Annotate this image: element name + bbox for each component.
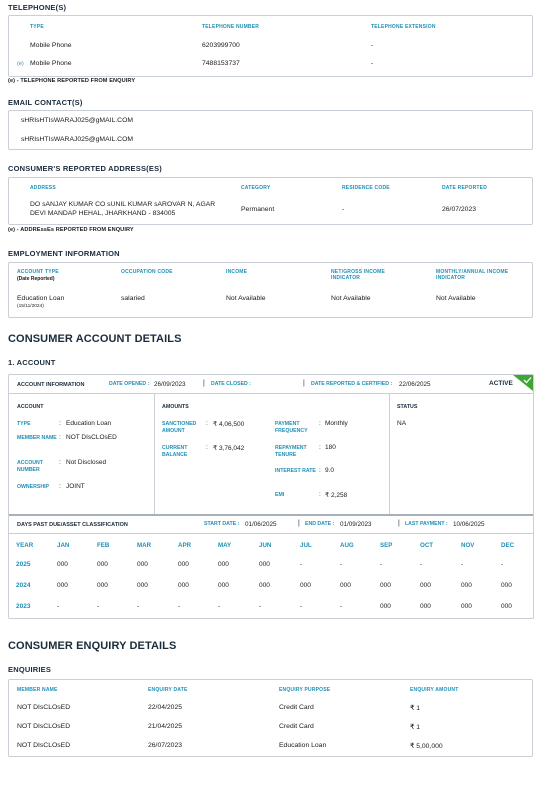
dpd-cell: 000 — [57, 582, 68, 589]
employment-table — [8, 262, 533, 318]
employment-net-gross: Not Available — [331, 295, 371, 302]
emi-colon: : — [319, 491, 321, 498]
ownership-colon: : — [59, 483, 61, 490]
telephone-row-1-ext: - — [371, 42, 374, 49]
col-header-address: ADDRESS — [30, 185, 56, 191]
current-balance-value: ₹ 3,76,042 — [213, 445, 245, 452]
address-note: (e) - ADDREssEs REPORTED FROM ENQUIRY — [8, 227, 134, 233]
employment-date-reported: (15/11/2024) — [17, 304, 44, 309]
enquiry-row-3-purpose: Education Loan — [279, 742, 327, 749]
interest-rate-label: INTEREST RATE — [275, 468, 316, 474]
dpd-row-2024-year: 2024 — [16, 582, 31, 589]
payment-frequency-label: PAYMENT FREQUENCY — [275, 421, 308, 434]
address-date: 26/07/2023 — [442, 206, 477, 213]
enquiry-row-2-date: 21/04/2025 — [148, 723, 183, 730]
email-title: EMAIL CONTACT(S) — [8, 98, 83, 107]
dpd-col-feb: FEB — [97, 542, 110, 549]
dpd-last-payment-value: 10/06/2025 — [453, 521, 485, 528]
employment-account-type: Education Loan — [17, 295, 65, 302]
address-residence-code: - — [342, 206, 345, 213]
dpd-cell: 000 — [420, 603, 431, 610]
account-sub-title: 1. ACCOUNT — [8, 358, 56, 367]
enquiry-row-2-purpose: Credit Card — [279, 723, 314, 730]
dpd-separator-2: | — [398, 520, 400, 527]
dpd-col-apr: APR — [178, 542, 192, 549]
date-closed-label: DATE CLOSED : — [211, 381, 251, 387]
dpd-cell: 000 — [97, 582, 108, 589]
dpd-cell: - — [340, 561, 343, 568]
col-header-type: TYPE — [30, 24, 44, 30]
member-name-label: MEMBER NAME — [17, 435, 57, 441]
col-header-net-gross: NET/GROSS INCOME — [331, 269, 386, 275]
dpd-cell: - — [340, 603, 343, 610]
dpd-last-payment-label: LAST PAYMENT : — [405, 521, 448, 527]
telephones-note: (e) - TELEPHONE REPORTED FROM ENQUIRY — [8, 78, 136, 84]
header-separator-2: | — [303, 380, 305, 387]
enquiry-row-1-purpose: Credit Card — [279, 704, 314, 711]
emi-label: EMI — [275, 492, 285, 498]
dpd-cell: - — [380, 561, 383, 568]
address-line-2: DEVI MANDAP HEHAL, JHARKHAND - 834005 — [30, 210, 176, 217]
interest-colon: : — [319, 467, 321, 474]
email-item-2: sHRIsHTIsWARAJ025@gMAIL.COM — [21, 136, 134, 143]
enquiry-row-1-date: 22/04/2025 — [148, 704, 183, 711]
dpd-cell: - — [259, 603, 262, 610]
repayment-tenure-label: REPAYMENT TENURE — [275, 445, 307, 458]
col-header-residence-code: RESIDENCE CODE — [342, 185, 390, 191]
dpd-cell: 000 — [340, 582, 351, 589]
dpd-cell: 000 — [380, 582, 391, 589]
interest-rate-value: 9.0 — [325, 467, 335, 474]
dpd-row-2025-year: 2025 — [16, 561, 31, 568]
current-colon: : — [206, 444, 208, 451]
enquiry-row-1-amount: ₹ 1 — [410, 705, 420, 712]
type-label: TYPE — [17, 421, 31, 427]
telephone-row-2-number: 7488153737 — [202, 60, 240, 67]
dpd-cell: 000 — [97, 561, 108, 568]
dpd-cell: - — [420, 561, 423, 568]
dpd-cell: 000 — [178, 561, 189, 568]
col-subheader-net-gross: INDICATOR — [331, 275, 361, 281]
enquiry-details-title: CONSUMER ENQUIRY DETAILS — [8, 640, 177, 652]
account-info-label: ACCOUNT INFORMATION — [17, 382, 85, 388]
col-header-enquiry-purpose: ENQUIRY PURPOSE — [279, 687, 331, 693]
dpd-title: DAYS PAST DUE/ASSET CLASSIFICATION — [17, 522, 128, 528]
address-line-1: DO sANJAY KUMAR CO sUNIL KUMAR sAROVAR N, AGAR — [30, 201, 216, 208]
enquiry-row-1-member: NOT DIsCLOsED — [17, 704, 71, 711]
sanctioned-colon: : — [206, 420, 208, 427]
current-balance-label: CURRENT BALANCE — [162, 445, 188, 458]
dpd-cell: - — [300, 561, 303, 568]
col-header-telephone-extension: TELEPHONE EXTENSION — [371, 24, 436, 30]
col-header-monthly-annual: MONTHLY/ANNUAL INCOME — [436, 269, 509, 275]
dpd-cell: 000 — [137, 582, 148, 589]
dpd-row-2023-year: 2023 — [16, 603, 31, 610]
account-number-value: Not Disclosed — [66, 459, 107, 466]
dpd-cell: 000 — [380, 603, 391, 610]
active-corner-check-icon — [513, 375, 533, 391]
dpd-cell: - — [97, 603, 100, 610]
dpd-cell: 000 — [461, 582, 472, 589]
dpd-top-divider — [9, 514, 534, 516]
dpd-cell: - — [300, 603, 303, 610]
enquiry-row-3-member: NOT DIsCLOsED — [17, 742, 71, 749]
employment-title: EMPLOYMENT INFORMATION — [8, 249, 120, 258]
col-header-account-type: ACCOUNT TYPE — [17, 269, 59, 275]
dpd-cell: 000 — [137, 561, 148, 568]
dpd-col-nov: NOV — [461, 542, 475, 549]
dpd-cell: 000 — [501, 603, 512, 610]
col-subheader-date-reported: (Date Reported) — [17, 276, 55, 282]
status-value: NA — [397, 420, 407, 427]
col-header-category: CATEGORY — [241, 185, 271, 191]
enquiry-row-2-amount: ₹ 1 — [410, 724, 420, 731]
dpd-separator-1: | — [298, 520, 300, 527]
date-opened-value: 26/09/2023 — [154, 381, 186, 388]
dpd-start-label: START DATE : — [204, 521, 240, 527]
employment-monthly-annual: Not Available — [436, 295, 476, 302]
tenure-colon: : — [319, 444, 321, 451]
col-header-enquiry-amount: ENQUIRY AMOUNT — [410, 687, 459, 693]
dpd-col-sep: SEP — [380, 542, 393, 549]
dpd-end-value: 01/09/2023 — [340, 521, 372, 528]
address-table — [8, 177, 533, 225]
enquiry-row-3-amount: ₹ 5,00,000 — [410, 743, 443, 750]
dpd-cell: - — [57, 603, 60, 610]
account-number-label: ACCOUNT NUMBER — [17, 460, 43, 473]
dpd-cell: - — [218, 603, 221, 610]
account-card — [8, 374, 534, 619]
account-col-divider-1 — [154, 394, 155, 514]
dpd-cell: 000 — [218, 561, 229, 568]
dpd-cell: 000 — [218, 582, 229, 589]
dpd-col-jun: JUN — [259, 542, 272, 549]
telephone-row-2-marker: (e) — [17, 61, 24, 67]
col-subheader-monthly-annual: INDICATOR — [436, 275, 466, 281]
enquiry-table — [8, 679, 533, 757]
telephone-row-1-number: 6203999700 — [202, 42, 240, 49]
address-category: Permanent — [241, 206, 275, 213]
acct-no-colon: : — [59, 459, 61, 466]
enquiry-row-3-date: 26/07/2023 — [148, 742, 183, 749]
repayment-tenure-value: 180 — [325, 444, 336, 451]
employment-income: Not Available — [226, 295, 266, 302]
dpd-cell: 000 — [57, 561, 68, 568]
col-header-date-reported: DATE REPORTED — [442, 185, 488, 191]
address-title: CONSUMER'S REPORTED ADDRESS(ES) — [8, 164, 162, 173]
dpd-col-jul: JUL — [300, 542, 312, 549]
dpd-cell: 000 — [259, 582, 270, 589]
dpd-cell: - — [461, 561, 464, 568]
dpd-cell: - — [137, 603, 140, 610]
dpd-cell: 000 — [178, 582, 189, 589]
dpd-col-mar: MAR — [137, 542, 152, 549]
dpd-col-dec: DEC — [501, 542, 515, 549]
dpd-end-label: END DATE : — [305, 521, 335, 527]
dpd-col-may: MAY — [218, 542, 232, 549]
col-header-enquiry-date: ENQUIRY DATE — [148, 687, 188, 693]
dpd-col-aug: AUG — [340, 542, 354, 549]
status-badge: ACTIVE — [489, 380, 513, 387]
col-header-member-name: MEMBER NAME — [17, 687, 58, 693]
account-col-title: ACCOUNT — [17, 404, 44, 410]
dpd-cell: 000 — [501, 582, 512, 589]
dpd-col-oct: OCT — [420, 542, 434, 549]
email-box — [8, 110, 533, 150]
employment-occupation: salaried — [121, 295, 145, 302]
dpd-col-jan: JAN — [57, 542, 70, 549]
dpd-cell: - — [178, 603, 181, 610]
sanctioned-amount-label: SANCTIONED AMOUNT — [162, 421, 197, 434]
dpd-start-value: 01/06/2025 — [245, 521, 277, 528]
amounts-col-title: AMOUNTS — [162, 404, 189, 410]
telephone-row-2-ext: - — [371, 60, 374, 67]
payment-frequency-value: Monthly — [325, 420, 348, 427]
enquiries-sub-title: ENQUIRIES — [8, 665, 52, 674]
email-item-1: sHRIsHTIsWARAJ025@gMAIL.COM — [21, 117, 134, 124]
col-header-income: INCOME — [226, 269, 248, 275]
dpd-cell: - — [501, 561, 504, 568]
status-col-title: STATUS — [397, 404, 418, 410]
freq-colon: : — [319, 420, 321, 427]
dpd-cell: 000 — [259, 561, 270, 568]
col-header-occupation-code: OCCUPATION CODE — [121, 269, 173, 275]
emi-value: ₹ 2,258 — [325, 492, 348, 499]
dpd-header-divider — [9, 533, 534, 534]
ownership-label: OWNERSHIP — [17, 484, 49, 490]
type-colon: : — [59, 420, 61, 427]
date-reported-value: 22/06/2025 — [399, 381, 431, 388]
account-details-title: CONSUMER ACCOUNT DETAILS — [8, 333, 182, 345]
dpd-col-year: YEAR — [16, 542, 34, 549]
member-name-value: NOT DIsCLOsED — [66, 434, 117, 441]
date-opened-label: DATE OPENED : — [109, 381, 150, 387]
sanctioned-amount-value: ₹ 4,06,500 — [213, 421, 245, 428]
header-separator-1: | — [203, 380, 205, 387]
telephone-row-2-type: Mobile Phone — [30, 60, 72, 67]
dpd-cell: 000 — [461, 603, 472, 610]
member-colon: : — [59, 434, 61, 441]
dpd-cell: 000 — [420, 582, 431, 589]
account-col-divider-2 — [389, 394, 390, 514]
date-reported-label: DATE REPORTED & CERTIFIED : — [311, 381, 393, 387]
account-header-divider — [9, 393, 534, 394]
type-value: Education Loan — [66, 420, 112, 427]
telephones-title: TELEPHONE(S) — [8, 3, 67, 12]
telephones-table — [8, 15, 533, 77]
ownership-value: JOINT — [66, 483, 85, 490]
col-header-telephone-number: TELEPHONE NUMBER — [202, 24, 260, 30]
dpd-cell: 000 — [300, 582, 311, 589]
enquiry-row-2-member: NOT DIsCLOsED — [17, 723, 71, 730]
telephone-row-1-type: Mobile Phone — [30, 42, 72, 49]
